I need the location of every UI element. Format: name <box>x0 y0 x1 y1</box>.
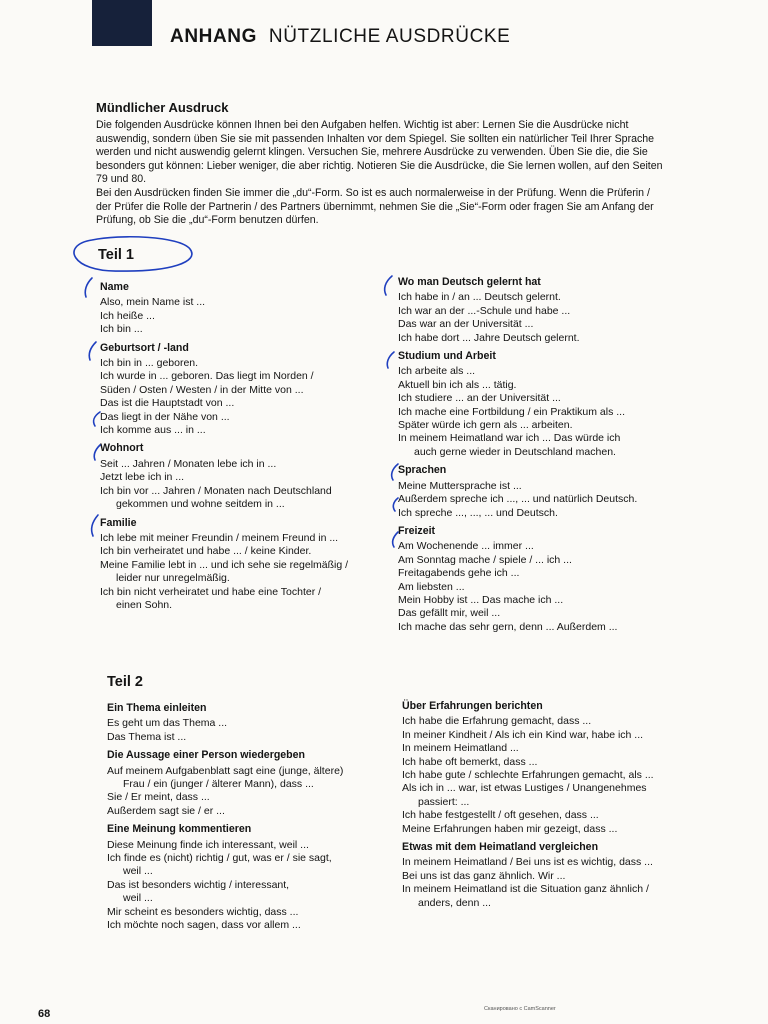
phrase-line: Als ich in ... war, ist etwas Lustiges / Unangenehmes <box>402 782 647 795</box>
phrase-line: Ich studiere ... an der Universität ... <box>398 392 561 405</box>
phrase-line: Ich bin nicht verheiratet und habe eine Tochter / <box>100 585 322 598</box>
section-heading: Eine Meinung kommentieren <box>107 823 252 836</box>
section-heading: Wohnort <box>100 442 144 455</box>
phrase-line: Mein Hobby ist ... Das mache ich ... <box>398 593 564 606</box>
phrase-section <box>398 525 698 634</box>
section-heading: Die Aussage einer Person wiedergeben <box>107 749 306 762</box>
phrase-line: weil ... <box>123 892 153 905</box>
phrase-line: In meiner Kindheit / Als ich ein Kind war, habe ich ... <box>402 728 644 741</box>
phrase-line: leider nur unregelmäßig. <box>116 572 230 585</box>
phrase-line: Außerdem spreche ich ..., ... und natürlich Deutsch. <box>398 493 638 506</box>
check-mark-annotation <box>89 342 96 360</box>
phrase-line: Das Thema ist ... <box>107 730 187 743</box>
teil1-right-column <box>398 276 698 639</box>
phrase-line: Meine Familie lebt in ... und ich sehe sie regelmäßig / <box>100 558 349 571</box>
phrase-line: Ich heiße ... <box>100 309 155 322</box>
teil2-right-column <box>402 700 702 915</box>
section-heading: Etwas mit dem Heimatland vergleichen <box>402 841 599 854</box>
phrase-line: Das liegt in der Nähe von ... <box>100 410 230 423</box>
phrase-line: gekommen und wohne seitdem in ... <box>116 498 285 511</box>
section-heading: Studium und Arbeit <box>398 350 496 363</box>
page-number: 68 <box>38 1008 51 1020</box>
phrase-section <box>100 442 390 511</box>
section-heading: Name <box>100 281 129 293</box>
phrase-line: Das ist die Hauptstadt von ... <box>100 397 235 410</box>
phrase-line: Ich möchte noch sagen, dass vor allem ... <box>107 919 301 932</box>
phrase-section <box>100 517 390 613</box>
header-bold: ANHANG <box>170 26 257 47</box>
phrase-line: Am Wochenende ... immer ... <box>398 540 534 553</box>
phrase-line: Ich habe die Erfahrung gemacht, dass ... <box>402 715 592 728</box>
phrase-line: Ich bin ... <box>100 323 143 336</box>
phrase-line: Später würde ich gern als ... arbeiten. <box>398 419 573 432</box>
phrase-line: Es geht um das Thema ... <box>107 717 228 730</box>
phrase-line: Außerdem sagt sie / er ... <box>107 804 225 817</box>
section-heading: Über Erfahrungen berichten <box>402 700 543 712</box>
phrase-line: Ich lebe mit meiner Freundin / meinem Freund in ... <box>100 531 339 544</box>
teil1-title: Teil 1 <box>98 247 134 263</box>
phrase-line: Ich mache eine Fortbildung / ein Praktikum als ... <box>398 405 626 418</box>
phrase-line: Sie / Er meint, dass ... <box>107 791 210 804</box>
phrase-line: Ich habe in / an ... Deutsch gelernt. <box>398 291 561 304</box>
phrase-line: In meinem Heimatland ... <box>402 742 519 755</box>
section-heading: Sprachen <box>398 464 447 477</box>
phrase-line: auch gerne wieder in Deutschland machen. <box>414 445 616 458</box>
section-heading: Wo man Deutsch gelernt hat <box>398 276 541 288</box>
teil1-left-column <box>100 281 390 617</box>
phrase-line: Auf meinem Aufgabenblatt sagt eine (junge, ältere) <box>107 764 344 777</box>
phrase-line: Ich finde es (nicht) richtig / gut, was er / sie sagt, <box>107 852 332 865</box>
phrase-line: anders, denn ... <box>418 896 491 909</box>
scanner-watermark: Сканировано с CamScanner <box>484 1006 556 1012</box>
section-heading: Geburtsort / -land <box>100 341 189 354</box>
phrase-line: Freitagabends gehe ich ... <box>398 567 520 580</box>
phrase-section <box>398 464 698 520</box>
phrase-line: Jetzt lebe ich in ... <box>100 471 185 484</box>
phrase-line: Ich habe festgestellt / oft gesehen, dass ... <box>402 809 599 822</box>
phrase-line: Also, mein Name ist ... <box>100 296 206 309</box>
phrase-line: Das war an der Universität ... <box>398 318 534 331</box>
phrase-line: Ich komme aus ... in ... <box>100 424 206 437</box>
phrase-line: Süden / Osten / Westen / in der Mitte von ... <box>100 383 304 396</box>
header-title: NÜTZLICHE AUSDRÜCKE <box>268 26 511 47</box>
phrase-line: Ich war an der ...-Schule und habe ... <box>398 304 571 317</box>
phrase-line: Aktuell bin ich als ... tätig. <box>398 378 517 391</box>
phrase-line: Ich bin verheiratet und habe ... / keine Kinder. <box>100 545 312 558</box>
phrase-line: Mir scheint es besonders wichtig, dass ... <box>107 905 299 918</box>
phrase-line: Ich mache das sehr gern, denn ... Außerdem ... <box>398 620 618 633</box>
phrase-section <box>398 350 698 459</box>
intro-paragraph: Die folgenden Ausdrücke können Ihnen bei den Aufgaben helfen. Wichtig ist aber: Lernen Sie die Ausdrücke nicht auswendig, sondern üben Sie sie mit passenden Inhalten vor dem Spiegel. Sie sollten ein natürlicher Teil Ihrer Sprache werden und nicht auswendig gelernt klingen. Versuchen Sie, mehrere Ausdrücke zu verwenden. Üben Sie die, die Sie besonders gut können: Lieber weniger, die aber richtig. Notieren Sie die Ausdrücke, die Sie lernen wollen, auf den Seiten 79 und 80. <box>96 119 663 186</box>
section-heading: Familie <box>100 516 137 529</box>
phrase-line: Ich habe gute / schlechte Erfahrungen gemacht, als ... <box>402 769 654 782</box>
phrase-line: In meinem Heimatland war ich ... Das würde ich <box>398 432 621 445</box>
phrase-section <box>100 342 390 438</box>
phrase-line: In meinem Heimatland / Bei uns ist es wichtig, dass ... <box>402 856 653 869</box>
chapter-tab <box>92 0 152 46</box>
page-header <box>170 26 510 48</box>
phrase-line: Meine Erfahrungen haben mir gezeigt, dass ... <box>402 822 618 835</box>
phrase-section <box>398 276 698 345</box>
intro-section <box>96 100 666 228</box>
phrase-line: Das ist besonders wichtig / interessant, <box>107 878 290 891</box>
phrase-line: weil ... <box>123 865 153 878</box>
intro-heading: Mündlicher Ausdruck <box>96 100 229 115</box>
phrase-line: Am Sonntag mache / spiele / ... ich ... <box>398 553 572 566</box>
phrase-section <box>107 749 397 818</box>
check-mark-annotation <box>85 278 92 297</box>
phrase-section <box>402 700 702 836</box>
phrase-line: Ich habe dort ... Jahre Deutsch gelernt. <box>398 331 580 344</box>
phrase-line: Bei uns ist das ganz ähnlich. Wir ... <box>402 869 566 882</box>
phrase-section <box>402 841 702 910</box>
phrase-line: Ich spreche ..., ..., ... und Deutsch. <box>398 506 558 519</box>
teil2-title: Teil 2 <box>107 674 143 690</box>
phrase-line: passiert: ... <box>418 795 470 808</box>
intro-paragraph: Bei den Ausdrücken finden Sie immer die „du“-Form. So ist es auch normalerweise in der Prüfung. Wenn die Prüferin / der Prüfer die Rolle der Partnerin / des Partners übernimmt, nehmen Sie die „Sie“-Form oder fragen Sie am Anfang der Prüfung, ob Sie die „du“-Form benutzen dürfen. <box>96 186 654 227</box>
teil2-left-column <box>107 702 397 938</box>
phrase-line: Das gefällt mir, weil ... <box>398 607 501 620</box>
phrase-line: Ich bin vor ... Jahren / Monaten nach Deutschland <box>100 484 332 497</box>
section-heading: Freizeit <box>398 524 436 537</box>
phrase-line: Frau / ein (junger / älterer Mann), dass ... <box>123 778 314 791</box>
section-heading: Ein Thema einleiten <box>107 702 207 714</box>
phrase-line: Ich bin in ... geboren. <box>100 357 199 370</box>
phrase-section <box>107 702 397 744</box>
phrase-line: einen Sohn. <box>116 598 173 611</box>
phrase-line: Ich arbeite als ... <box>398 365 476 378</box>
phrase-line: Seit ... Jahren / Monaten lebe ich in ... <box>100 457 277 470</box>
phrase-line: Ich wurde in ... geboren. Das liegt im Norden / <box>100 370 314 383</box>
phrase-line: In meinem Heimatland ist die Situation ganz ähnlich / <box>402 883 649 896</box>
phrase-section <box>107 823 397 932</box>
phrase-line: Diese Meinung finde ich interessant, weil ... <box>107 838 309 851</box>
phrase-section <box>100 281 390 337</box>
phrase-line: Am liebsten ... <box>398 580 465 593</box>
phrase-line: Ich habe oft bemerkt, dass ... <box>402 755 538 768</box>
check-mark-annotation <box>92 515 98 536</box>
phrase-line: Meine Muttersprache ist ... <box>398 479 522 492</box>
